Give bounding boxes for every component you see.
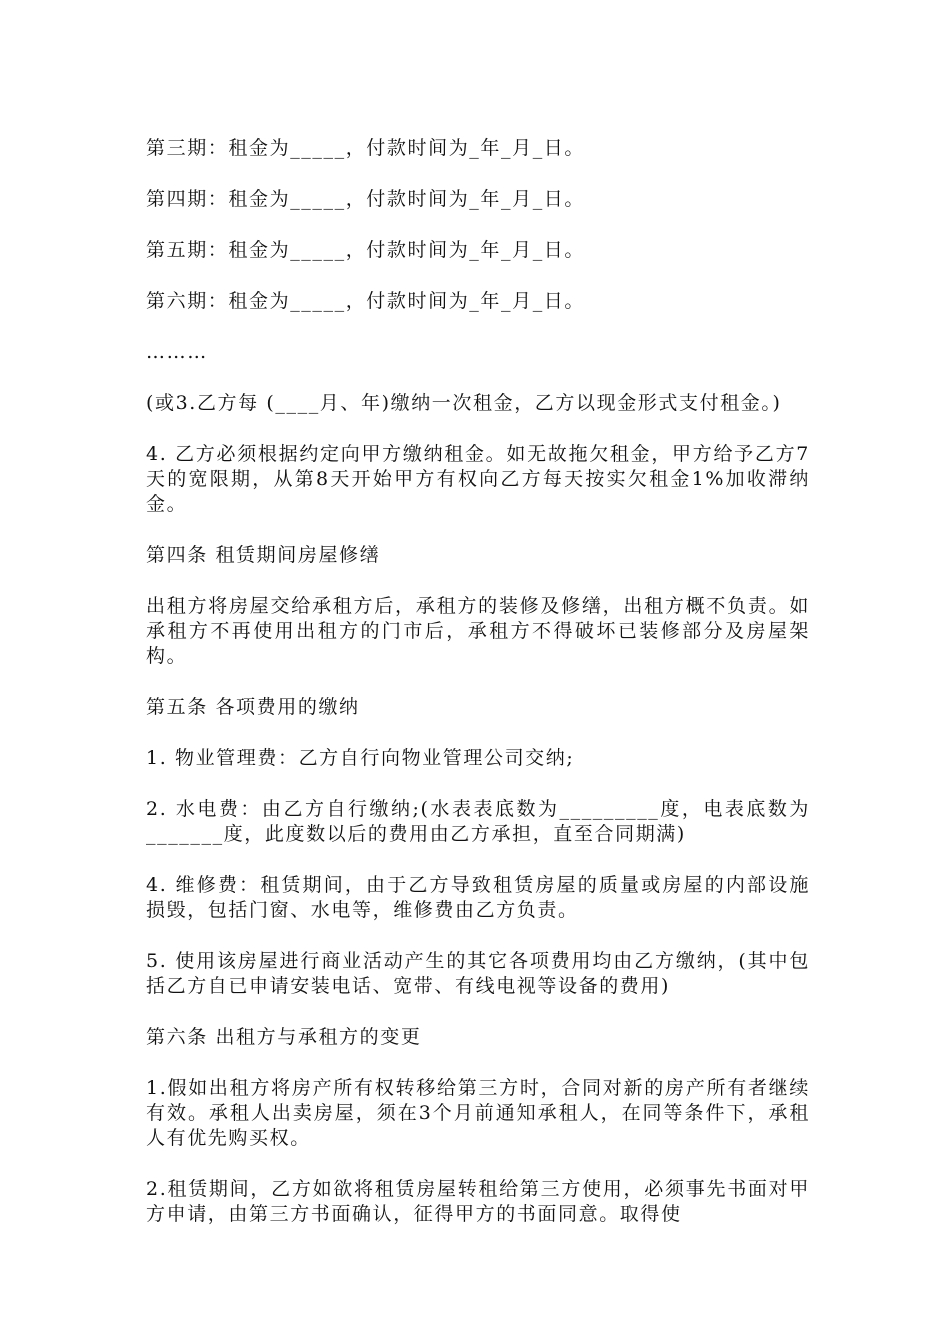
- payment-period-4: 第四期：租金为_____，付款时间为_年_月_日。: [146, 188, 586, 210]
- article-5-heading: 第五条 各项费用的缴纳: [146, 696, 360, 718]
- payment-period-6: 第六期：租金为_____，付款时间为_年_月_日。: [146, 290, 586, 312]
- ellipsis: ………: [146, 341, 208, 363]
- ownership-transfer-clause: 1.假如出租方将房产所有权转移给第三方时，合同对新的房产所有者继续有效。承租人出卖房屋，须在3个月前通知承租人，在同等条件下，承租人有优先购买权。: [146, 1077, 810, 1149]
- article-4-heading: 第四条 租赁期间房屋修缮: [146, 544, 381, 566]
- other-fees-clause: 5. 使用该房屋进行商业活动产生的其它各项费用均由乙方缴纳，(其中包括乙方自已申请安装电话、宽带、有线电视等设备的费用): [146, 950, 810, 997]
- property-fee-clause: 1. 物业管理费：乙方自行向物业管理公司交纳;: [146, 747, 575, 769]
- article-6-heading: 第六条 出租方与承租方的变更: [146, 1026, 422, 1048]
- payment-period-5: 第五期：租金为_____，付款时间为_年_月_日。: [146, 239, 586, 261]
- alternative-payment-clause: (或3.乙方每 (____月、年)缴纳一次租金，乙方以现金形式支付租金。): [146, 392, 782, 414]
- maintenance-clause: 4. 维修费：租赁期间，由于乙方导致租赁房屋的质量或房屋的内部设施损毁，包括门窗、水电等，维修费由乙方负责。: [146, 874, 810, 921]
- sublease-clause: 2.租赁期间，乙方如欲将租赁房屋转租给第三方使用，必须事先书面对甲方申请，由第三方书面确认，征得甲方的书面同意。取得使: [146, 1178, 810, 1225]
- article-4-body: 出租方将房屋交给承租方后，承租方的装修及修缮，出租方概不负责。如承租方不再使用出租方的门市后，承租方不得破坏已装修部分及房屋架构。: [146, 595, 810, 667]
- late-fee-clause: 4. 乙方必须根据约定向甲方缴纳租金。如无故拖欠租金，甲方给予乙方7天的宽限期，从第8天开始甲方有权向乙方每天按实欠租金1%加收滞纳金。: [146, 443, 810, 515]
- utilities-clause: 2. 水电费：由乙方自行缴纳;(水表表底数为_________度，电表底数为_______度，此度数以后的费用由乙方承担，直至合同期满): [146, 798, 810, 845]
- payment-period-3: 第三期：租金为_____，付款时间为_年_月_日。: [146, 137, 586, 159]
- document-page: [146, 136, 810, 1253]
